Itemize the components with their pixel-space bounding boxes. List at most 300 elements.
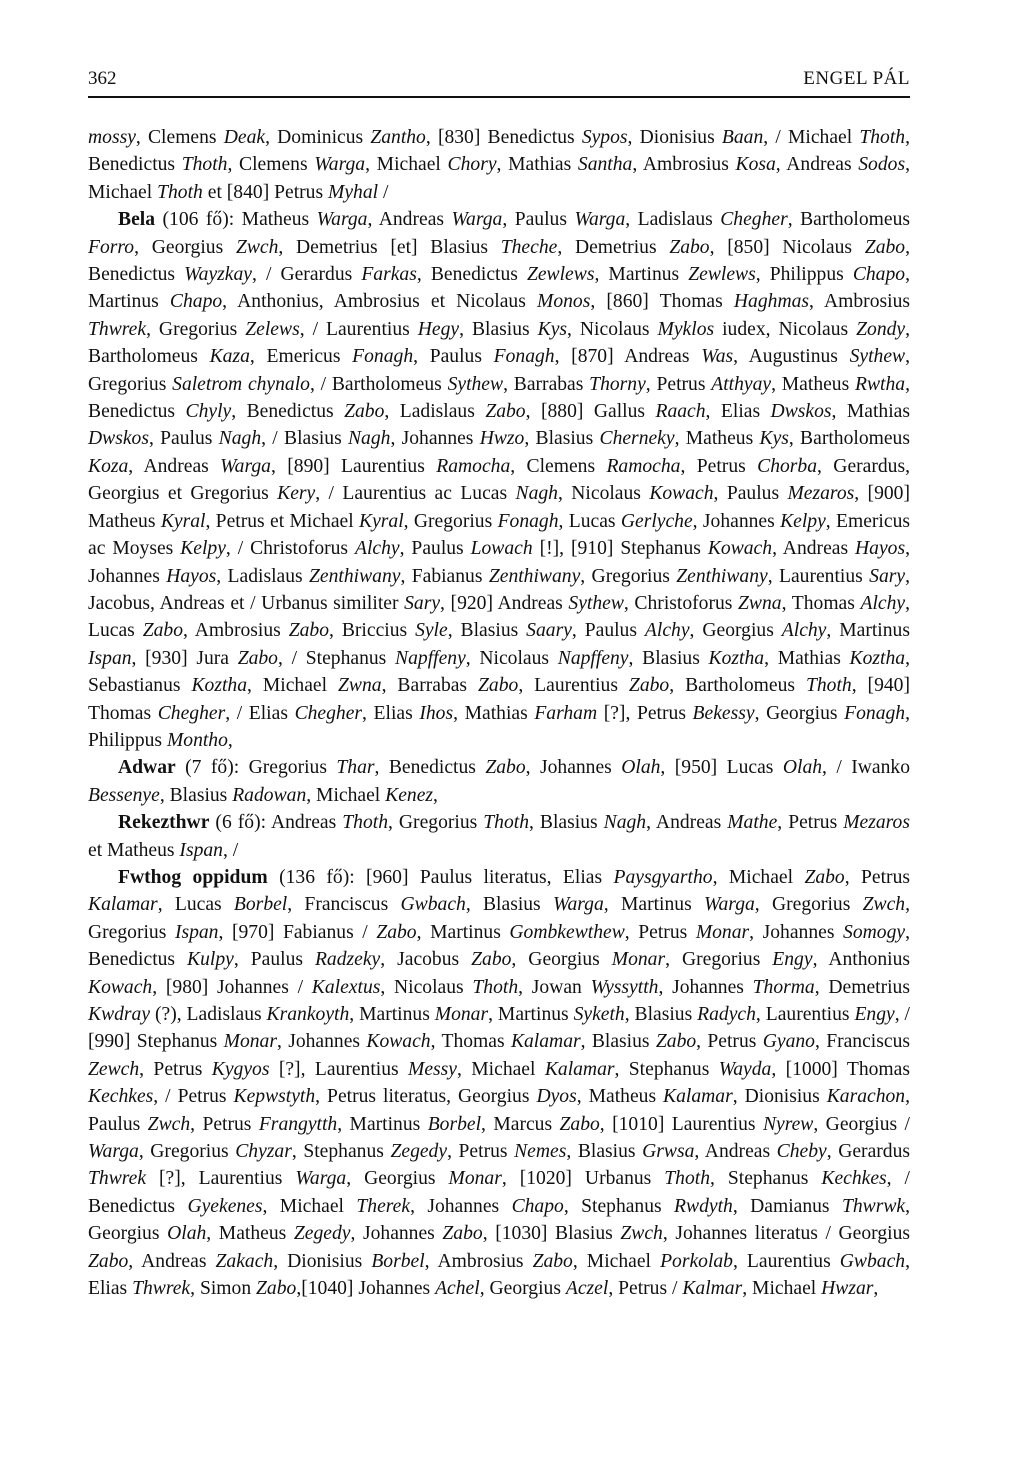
surname-text: Karachon: [826, 1086, 906, 1108]
text-run: , [930] Jura: [131, 647, 238, 669]
surname-text: Monar: [434, 1004, 489, 1025]
paragraph-continuation: [88, 124, 910, 206]
surname-text: Zabo: [288, 620, 329, 642]
surname-text: Ispan: [179, 839, 223, 861]
text-run: (106 fő): Matheus: [155, 209, 317, 231]
surname-text: Monar: [448, 1168, 502, 1190]
text-run: , Mathias: [453, 702, 535, 724]
surname-text: Zabo: [442, 1223, 483, 1245]
surname-text: Thwrek: [88, 1168, 147, 1190]
text-run: , Paulus: [148, 428, 219, 450]
text-run: , / Elias: [225, 702, 295, 724]
text-run: , Andreas: [775, 154, 859, 176]
surname-text: Monar: [695, 921, 750, 943]
surname-text: Syle: [415, 620, 448, 642]
text-run: , Clemens: [510, 455, 607, 477]
surname-text: Ramocha: [606, 455, 681, 477]
text-run: , Jowan: [518, 976, 591, 998]
surname-text: Zwna: [338, 675, 382, 697]
text-run: , Georgius: [511, 949, 612, 971]
text-run: , [1020] Urbanus: [501, 1168, 665, 1190]
surname-text: Chegher: [720, 209, 788, 231]
text-run: , / Bartholomeus: [309, 373, 448, 395]
surname-text: Thoth: [472, 976, 519, 998]
surname-text: Olah: [167, 1223, 207, 1245]
surname-text: Alchy: [355, 538, 400, 560]
text-run: , /: [222, 839, 239, 861]
surname-text: Zegedy: [390, 1141, 448, 1163]
surname-text: Kygyos: [211, 1058, 270, 1080]
text-run: , Blasius: [628, 647, 709, 669]
surname-text: Thoth: [859, 127, 906, 148]
text-run: , Martinus: [88, 264, 910, 313]
text-run: ,: [433, 784, 438, 806]
surname-text: Rwdyth: [674, 1195, 733, 1217]
surname-text: Zabo: [344, 401, 385, 423]
surname-text: Wayda: [718, 1058, 772, 1080]
text-run: , Demetrius: [557, 236, 670, 258]
surname-text: Zabo: [559, 1113, 600, 1135]
text-run: , Bartholomeus: [669, 675, 806, 697]
text-run: , / [990] Stephanus: [88, 1004, 910, 1053]
surname-text: Zabo: [485, 401, 526, 423]
text-run: , Nicolaus: [380, 976, 473, 998]
text-run: , Johannes: [692, 510, 781, 532]
surname-text: Ihos: [419, 702, 454, 724]
surname-text: Saary: [526, 620, 572, 642]
surname-text: Kalamar: [510, 1031, 581, 1053]
surname-text: Koza: [88, 455, 129, 477]
surname-text: Zwch: [620, 1223, 663, 1245]
surname-text: Kowach: [88, 976, 153, 998]
surname-text: Deak: [223, 127, 266, 148]
surname-text: Chyzar: [235, 1141, 292, 1163]
text-run: , Petrus: [696, 1031, 763, 1053]
surname-text: Gombkewthew: [509, 921, 625, 943]
text-run: , Blasius: [524, 428, 600, 450]
surname-text: Chapo: [852, 264, 906, 286]
surname-text: Chapo: [169, 291, 223, 313]
text-run: , / Laurentius: [299, 318, 418, 340]
surname-text: Kulpy: [187, 949, 234, 971]
surname-text: Olah: [621, 757, 661, 779]
surname-text: Warga: [316, 209, 368, 231]
surname-text: Dwskos: [770, 401, 832, 423]
text-run: , Georgius /: [813, 1113, 911, 1135]
text-run: , Michael: [247, 675, 339, 697]
surname-text: Zewch: [88, 1058, 140, 1080]
surname-text: Gyekenes: [187, 1195, 263, 1217]
text-run: , Martinus: [337, 1113, 428, 1135]
surname-text: Raach: [655, 401, 706, 423]
surname-text: Nagh: [603, 812, 647, 834]
text-run: , Petrus: [680, 455, 758, 477]
text-run: , Johannes: [276, 1031, 367, 1053]
surname-text: Frangytth: [258, 1113, 338, 1135]
text-run: , Andreas: [367, 209, 452, 231]
surname-text: Thoth: [157, 181, 203, 203]
surname-text: Fonagh: [844, 702, 906, 724]
text-run: , Nicolaus: [557, 483, 650, 505]
text-run: , Blasius: [465, 894, 553, 916]
surname-text: Zenthiwany: [488, 565, 581, 587]
text-run: , [850] Nicolaus: [709, 236, 865, 258]
surname-text: Engy: [854, 1004, 895, 1025]
text-run: , Petrus et Michael: [205, 510, 359, 532]
surname-text: Borbel: [233, 894, 288, 916]
text-run: , Bartholomeus: [88, 318, 911, 368]
text-run: , Lucas: [157, 894, 234, 916]
text-run: , Blasius: [159, 784, 233, 806]
text-run: , Georgius: [346, 1168, 449, 1190]
surname-text: Haghmas: [733, 291, 810, 313]
text-run: , Johannes: [749, 921, 844, 943]
text-run: , [830] Benedictus: [425, 127, 582, 148]
surname-text: Koztha: [191, 675, 247, 697]
text-run: , Martinus: [349, 1004, 435, 1025]
surname-text: Thoth: [483, 812, 530, 834]
text-run: , Marcus: [481, 1113, 560, 1135]
text-run: , Georgius: [88, 1195, 910, 1245]
surname-text: Thoth: [805, 675, 852, 697]
text-run: [?], Petrus: [597, 702, 693, 724]
surname-text: Hayos: [855, 538, 906, 560]
surname-text: Santha: [577, 154, 633, 176]
surname-text: Zegedy: [293, 1223, 351, 1245]
text-run: , Laurentius: [755, 1004, 855, 1025]
surname-text: Warga: [295, 1168, 347, 1190]
surname-text: Myklos: [657, 318, 715, 340]
surname-text: Olah: [782, 757, 823, 779]
surname-text: Radowan: [232, 784, 307, 806]
text-run: ,: [873, 1278, 879, 1300]
surname-text: Zelews: [245, 318, 300, 340]
surname-text: Achel: [435, 1278, 480, 1300]
text-run: , [1010] Laurentius: [599, 1113, 763, 1135]
surname-text: Syketh: [573, 1004, 625, 1025]
text-run: , Dominicus: [265, 127, 371, 148]
surname-text: Fonagh: [493, 346, 555, 368]
text-run: , Blasius: [447, 620, 527, 642]
text-run: , Gerardus, Georgius et Gregorius: [88, 455, 910, 505]
surname-text: Engy: [772, 949, 813, 971]
body-text: [88, 124, 910, 1302]
text-run: , Elias: [362, 702, 420, 724]
surname-text: Zondy: [856, 318, 906, 340]
surname-text: Kechkes: [821, 1168, 887, 1190]
text-run: , Paulus: [233, 949, 315, 971]
text-run: , Michael: [712, 866, 805, 888]
surname-text: Dyos: [536, 1086, 577, 1108]
text-run: /: [378, 181, 389, 203]
surname-text: Alchy: [644, 620, 690, 642]
surname-text: Koztha: [708, 647, 765, 669]
text-run: , Emericus ac Moyses: [88, 510, 910, 560]
surname-text: Kechkes: [88, 1086, 154, 1108]
surname-text: Sary: [404, 592, 441, 614]
surname-text: Chory: [447, 154, 497, 176]
surname-text: Gwbach: [400, 894, 466, 916]
surname-text: Zabo: [256, 1278, 297, 1300]
surname-text: Somogy: [843, 921, 906, 943]
text-run: , Martinus: [488, 1004, 574, 1025]
surname-text: Sythew: [849, 346, 906, 368]
text-run: , Martinus: [594, 264, 689, 286]
text-run: , Benedictus: [88, 127, 910, 176]
surname-text: Nemes: [514, 1141, 567, 1163]
text-run: , [890] Laurentius: [270, 455, 437, 477]
surname-text: Hayos: [166, 565, 217, 587]
text-run: , Blasius: [624, 1004, 698, 1025]
text-run: , Blasius: [529, 812, 604, 834]
text-run: [!], [910] Stephanus: [532, 538, 708, 560]
surname-text: Kepwstyth: [233, 1086, 316, 1108]
text-run: , Michael: [306, 784, 386, 806]
surname-text: Sary: [869, 565, 906, 587]
text-run: , Ambrosius: [424, 1250, 533, 1272]
text-run: , [860] Thomas: [590, 291, 734, 313]
text-run: , Michael: [262, 1195, 357, 1217]
surname-text: Ispan: [88, 647, 132, 669]
text-run: , Ambrosius: [809, 291, 910, 313]
surname-text: Kenez: [385, 784, 434, 806]
text-run: , Matheus: [206, 1223, 294, 1245]
surname-text: Thoth: [342, 812, 388, 834]
surname-text: Zabo: [142, 620, 184, 642]
surname-text: Kalamar: [663, 1086, 733, 1108]
text-run: , [900] Matheus: [88, 483, 910, 532]
surname-text: Koztha: [849, 647, 906, 669]
surname-text: Dwskos: [88, 428, 149, 450]
text-run: , Gregorius: [403, 510, 498, 532]
text-run: , Michael: [742, 1278, 822, 1300]
text-run: , Briccius: [329, 620, 416, 642]
surname-text: Borbel: [427, 1113, 482, 1135]
text-run: , [880] Gallus: [525, 401, 656, 423]
surname-text: Paysgyartho: [613, 866, 713, 888]
surname-text: Warga: [451, 209, 503, 231]
text-run: , Benedictus: [88, 373, 910, 423]
text-run: , Dionisius: [732, 1086, 827, 1108]
text-run: , [1000] Thomas: [771, 1058, 910, 1080]
text-run: et [840] Petrus: [202, 181, 329, 203]
text-run: , Lucas: [88, 592, 911, 642]
surname-text: Zakach: [215, 1250, 274, 1272]
text-run: , Benedictus: [416, 264, 527, 286]
text-run: , Damianus: [732, 1195, 842, 1217]
surname-text: Sypos: [581, 127, 628, 148]
surname-text: Krankoyth: [266, 1004, 350, 1025]
text-run: , Petrus: [645, 373, 712, 395]
text-run: , Petrus: [447, 1141, 515, 1163]
surname-text: Was: [701, 346, 734, 368]
text-run: , [950] Lucas: [660, 757, 783, 779]
surname-text: Zabo: [478, 675, 519, 697]
text-run: , Philippus: [88, 702, 911, 751]
surname-text: Napffeny: [395, 647, 466, 669]
text-run: , Matheus: [576, 1086, 664, 1108]
text-run: , / Petrus: [153, 1086, 234, 1108]
surname-text: Kys: [537, 318, 568, 340]
surname-text: Thorma: [752, 976, 815, 998]
surname-text: Rwtha: [855, 373, 906, 395]
surname-text: Montho: [166, 729, 228, 751]
text-run: , Andreas: [694, 1141, 777, 1163]
surname-text: Kelpy: [180, 538, 226, 560]
surname-text: Farham: [534, 702, 598, 724]
text-run: , Ladislaus: [384, 401, 486, 423]
text-run: , Johannes: [410, 1195, 512, 1217]
text-run: , Gerardus: [826, 1141, 911, 1163]
text-run: , Blasius: [580, 1031, 656, 1053]
text-run: , Sebastianus: [88, 647, 910, 697]
surname-text: Kalextus: [311, 976, 381, 998]
surname-text: Nagh: [347, 428, 391, 450]
text-run: , Petrus /: [608, 1278, 683, 1300]
text-run: (?), Ladislaus: [150, 1004, 267, 1025]
surname-text: Cherneky: [599, 428, 675, 450]
text-run: , Petrus literatus, Georgius: [315, 1086, 537, 1108]
text-run: , Stephanus: [563, 1195, 675, 1217]
text-run: , Stephanus: [710, 1168, 822, 1190]
text-run: , [940] Thomas: [88, 675, 910, 724]
surname-text: Hegy: [417, 318, 460, 340]
surname-text: Hwzar: [821, 1278, 874, 1300]
text-run: , Andreas: [646, 812, 728, 834]
text-run: , Gregorius: [580, 565, 677, 587]
surname-text: Zantho: [370, 127, 426, 148]
surname-text: Warga: [552, 894, 604, 916]
text-run: , Petrus: [777, 812, 844, 834]
text-run: , / Blasius: [261, 428, 348, 450]
surname-text: Warga: [574, 209, 626, 231]
text-run: , Gregorius: [754, 894, 863, 916]
text-run: , Paulus: [713, 483, 788, 505]
text-run: , Ambrosius: [632, 154, 736, 176]
text-run: , / Laurentius ac Lucas: [315, 483, 516, 505]
surname-text: Kalmar: [682, 1278, 743, 1300]
text-run: , Ladislaus: [625, 209, 721, 231]
surname-text: Kowach: [649, 483, 714, 505]
text-run: , Martinus: [826, 620, 910, 642]
entry-heading: Adwar: [118, 757, 176, 779]
text-run: , Paulus: [399, 538, 471, 560]
surname-text: mossy: [88, 127, 136, 148]
surname-text: Warga: [88, 1141, 139, 1163]
text-run: , Jacobus: [380, 949, 472, 971]
entry-heading: Rekezthwr: [118, 812, 210, 834]
text-run: , Petrus: [139, 1058, 212, 1080]
surname-text: Therek: [356, 1195, 411, 1217]
text-run: , Georgius: [479, 1278, 566, 1300]
text-run: , Paulus: [88, 1086, 910, 1135]
text-run: , Paulus: [571, 620, 645, 642]
text-run: , Franciscus: [287, 894, 401, 916]
text-run: , Gregorius: [88, 894, 910, 943]
surname-text: Nagh: [515, 483, 558, 505]
text-run: , / Iwanko: [822, 757, 910, 779]
surname-text: Kalamar: [88, 894, 158, 916]
text-run: ,[1040] Johannes: [296, 1278, 436, 1300]
text-run: , Elias: [88, 1250, 910, 1300]
surname-text: Nagh: [218, 428, 262, 450]
text-run: , Barrabas: [503, 373, 590, 395]
surname-text: Bessenye: [88, 784, 160, 806]
surname-text: Sythew: [447, 373, 504, 395]
text-run: , Bartholomeus: [788, 428, 910, 450]
surname-text: Chapo: [511, 1195, 564, 1217]
text-run: , Paulus: [502, 209, 575, 231]
surname-text: Chegher: [157, 702, 226, 724]
text-run: , Laurentius: [767, 565, 870, 587]
text-run: , Michael: [88, 154, 910, 203]
surname-text: Zenthiwany: [309, 565, 401, 587]
surname-text: Grwsa: [642, 1141, 695, 1163]
surname-text: Mathe: [727, 812, 778, 834]
surname-text: Zabo: [655, 1031, 697, 1053]
surname-text: Gwbach: [839, 1250, 906, 1272]
text-run: , Petrus: [624, 921, 696, 943]
surname-text: Borbel: [371, 1250, 425, 1272]
text-run: , Mathias: [831, 401, 910, 423]
surname-text: Baan: [721, 127, 764, 148]
text-run: , Nicolaus: [465, 647, 558, 669]
text-run: , Bartholomeus: [787, 209, 911, 231]
text-run: , Matheus: [771, 373, 856, 395]
surname-text: Hwzo: [479, 428, 525, 450]
surname-text: Alchy: [781, 620, 827, 642]
text-run: , Johannes: [350, 1223, 443, 1245]
surname-text: Warga: [220, 455, 271, 477]
surname-text: Zwna: [738, 592, 782, 614]
text-run: , Andreas: [128, 1250, 216, 1272]
surname-text: Theche: [500, 236, 558, 258]
surname-text: Porkolab: [660, 1250, 733, 1272]
text-run: , Gregorius: [665, 949, 773, 971]
surname-text: Aczel: [565, 1278, 609, 1300]
page-number: 362: [88, 68, 117, 89]
surname-text: Thwrek: [132, 1278, 191, 1300]
surname-text: Warga: [703, 894, 755, 916]
paragraph-entry: [88, 809, 910, 864]
text-run: , Georgius: [689, 620, 782, 642]
surname-text: Atthyay: [711, 373, 772, 395]
surname-text: Zwch: [235, 236, 279, 258]
text-run: , Gregorius: [146, 318, 246, 340]
surname-text: Lowach: [470, 538, 533, 560]
text-run: , Philippus: [755, 264, 853, 286]
surname-text: Sodos: [858, 154, 906, 176]
text-run: , Demetrius [et] Blasius: [278, 236, 501, 258]
text-run: , / Michael: [763, 127, 860, 148]
text-run: iudex, Nicolaus: [714, 318, 857, 340]
surname-text: Zabo: [471, 949, 512, 971]
surname-text: Chegher: [294, 702, 363, 724]
surname-text: Chyly: [185, 401, 232, 423]
surname-text: Zabo: [485, 757, 526, 779]
surname-text: Zabo: [88, 1250, 129, 1272]
text-run: , Dionisius: [273, 1250, 372, 1272]
text-run: , Benedictus: [374, 757, 486, 779]
surname-text: Nyrew: [762, 1113, 814, 1135]
surname-text: Kyral: [160, 510, 206, 532]
surname-text: Zwch: [862, 894, 906, 916]
text-run: , Emericus: [249, 346, 353, 368]
text-run: , / Gerardus: [251, 264, 362, 286]
text-run: , Demetrius: [814, 976, 910, 998]
surname-text: Radych: [697, 1004, 756, 1025]
surname-text: Kosa: [735, 154, 776, 176]
